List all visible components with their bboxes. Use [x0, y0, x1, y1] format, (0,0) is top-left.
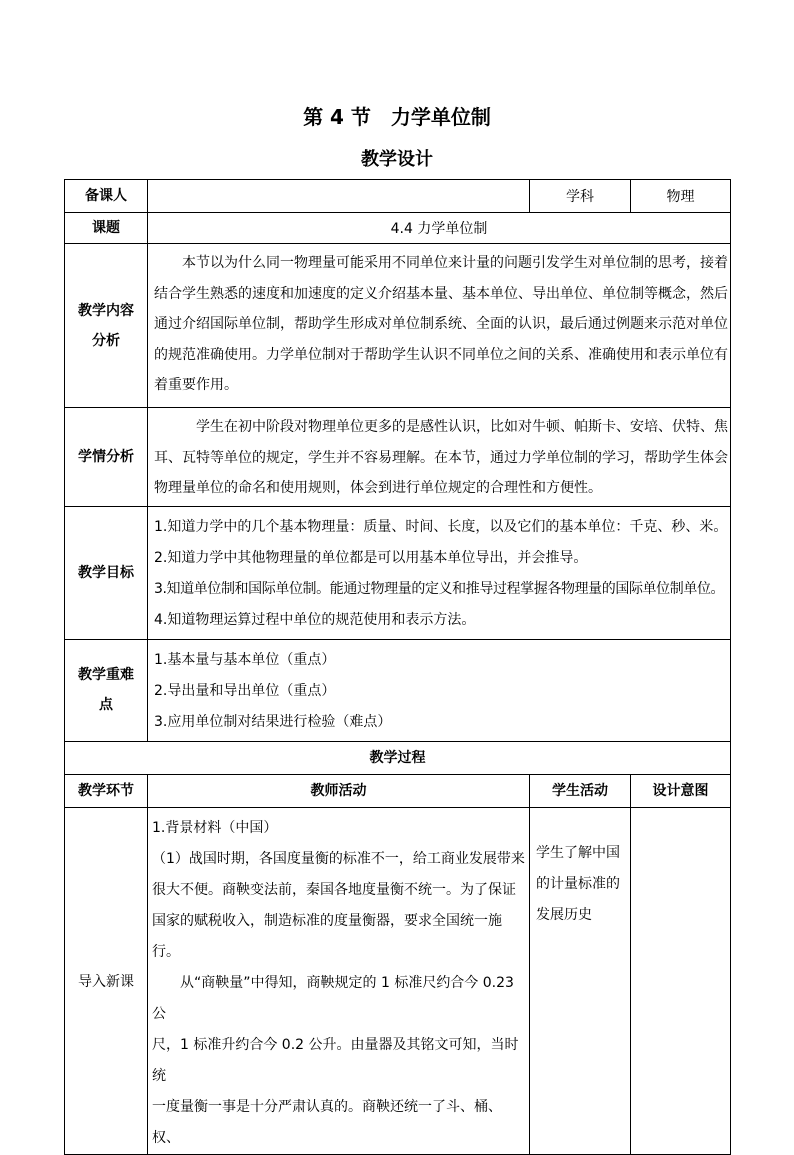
col-header-stage: 教学环节	[65, 774, 148, 807]
info-row-preparer	[65, 180, 731, 213]
learner-analysis-row	[65, 408, 731, 507]
key-points-list	[148, 639, 731, 741]
process-heading-row	[65, 741, 731, 774]
content-analysis-label-line2: 分析	[92, 332, 120, 349]
objectives-label: 教学目标	[65, 506, 148, 639]
learner-analysis-label: 学情分析	[65, 408, 148, 507]
objectives-row	[65, 506, 731, 639]
learner-analysis-line: 学生在初中阶段对物理单位更多的是感性认识，比如对牛顿、帕斯卡、安培、伏特、焦	[196, 419, 728, 435]
objective-item: 2.知道力学中其他物理量的单位都是可以用基本单位导出，并会推导。	[154, 549, 588, 566]
teacher-activity-line: 1.背景材料（中国）	[152, 819, 278, 836]
learner-analysis-line: 物理量单位的命名和使用规则，体会到进行单位规定的合理性和方便性。	[154, 480, 602, 496]
key-points-label-line1: 教学重难	[78, 667, 134, 683]
key-points-label	[65, 639, 148, 741]
col-header-student: 学生活动	[530, 774, 631, 807]
preparer-value	[148, 180, 530, 213]
document-title: 第 4 节 力学单位制	[303, 105, 491, 129]
stage-cell: 导入新课	[65, 807, 148, 1154]
teacher-activity-line: 国家的赋税收入，制造标准的度量衡器，要求全国统一施行。	[152, 912, 502, 960]
key-points-row	[65, 639, 731, 741]
student-activity-line: 的计量标准的	[536, 875, 620, 892]
key-point-item: 2.导出量和导出单位（重点）	[154, 682, 336, 699]
col-header-intent: 设计意图	[631, 774, 731, 807]
process-row-intro	[65, 807, 731, 1154]
key-point-item: 1.基本量与基本单位（重点）	[154, 651, 336, 668]
objectives-list	[148, 506, 731, 639]
document-subtitle: 教学设计	[361, 149, 433, 170]
topic-value: 4.4 力学单位制	[148, 213, 731, 244]
process-heading: 教学过程	[65, 741, 731, 774]
key-points-label-line2: 点	[99, 697, 113, 713]
student-activity-line: 发展历史	[536, 906, 592, 923]
lesson-plan-table	[64, 179, 731, 1155]
student-activity-cell	[530, 807, 631, 1154]
process-header-row	[65, 774, 731, 807]
key-point-item: 3.应用单位制对结果进行检验（难点）	[154, 713, 392, 730]
student-activity-line: 学生了解中国	[536, 844, 620, 861]
teacher-activity-line: 从“商鞅量”中得知，商鞅规定的 1 标准尺约合今 0.23 公	[152, 974, 514, 1022]
topic-label: 课题	[65, 213, 148, 244]
teacher-activity-line: 很大不便。商鞅变法前，秦国各地度量衡不统一。为了保证	[152, 881, 516, 898]
content-analysis-label-line1: 教学内容	[78, 302, 134, 319]
objective-item: 4.知道物理运算过程中单位的规范使用和表示方法。	[154, 611, 476, 628]
content-analysis-text	[148, 244, 731, 408]
content-analysis-line: 的规范准确使用。力学单位制对于帮助学生认识不同单位之间的关系、准确使用和表示单位有	[154, 346, 728, 363]
preparer-label: 备课人	[65, 180, 148, 213]
content-analysis-label	[65, 244, 148, 408]
content-analysis-line: 本节以为什么同一物理量可能采用不同单位来计量的问题引发学生对单位制的思考，接着	[182, 255, 728, 271]
objective-item: 3.知道单位制和国际单位制。能通过物理量的定义和推导过程掌握各物理量的国际单位制单位。	[154, 580, 725, 597]
subject-label: 学科	[530, 180, 631, 213]
teacher-activity-cell	[148, 807, 530, 1154]
content-analysis-line: 着重要作用。	[154, 377, 238, 393]
info-row-topic	[65, 213, 731, 244]
teacher-activity-line: 尺，1 标准升约合今 0.2 公升。由量器及其铭文可知，当时统	[152, 1036, 519, 1084]
col-header-teacher: 教师活动	[148, 774, 530, 807]
subject-value: 物理	[631, 180, 731, 213]
content-analysis-line: 通过介绍国际单位制，帮助学生形成对单位制系统、全面的认识，最后通过例题来示范对单位	[154, 316, 728, 332]
content-analysis-row	[65, 244, 731, 408]
content-analysis-line: 结合学生熟悉的速度和加速度的定义介绍基本量、基本单位、导出单位、单位制等概念，然后	[154, 285, 728, 302]
teacher-activity-line: （1）战国时期，各国度量衡的标准不一，给工商业发展带来	[152, 850, 525, 867]
learner-analysis-text	[148, 408, 731, 507]
learner-analysis-line: 耳、瓦特等单位的规定，学生并不容易理解。在本节，通过力学单位制的学习，帮助学生体会	[154, 449, 728, 466]
teacher-activity-line: 一度量衡一事是十分严肃认真的。商鞅还统一了斗、桶、权、	[152, 1098, 502, 1146]
design-intent-cell	[631, 807, 731, 1154]
objective-item: 1.知道力学中的几个基本物理量：质量、时间、长度，以及它们的基本单位：千克、秒、米。	[154, 518, 728, 535]
